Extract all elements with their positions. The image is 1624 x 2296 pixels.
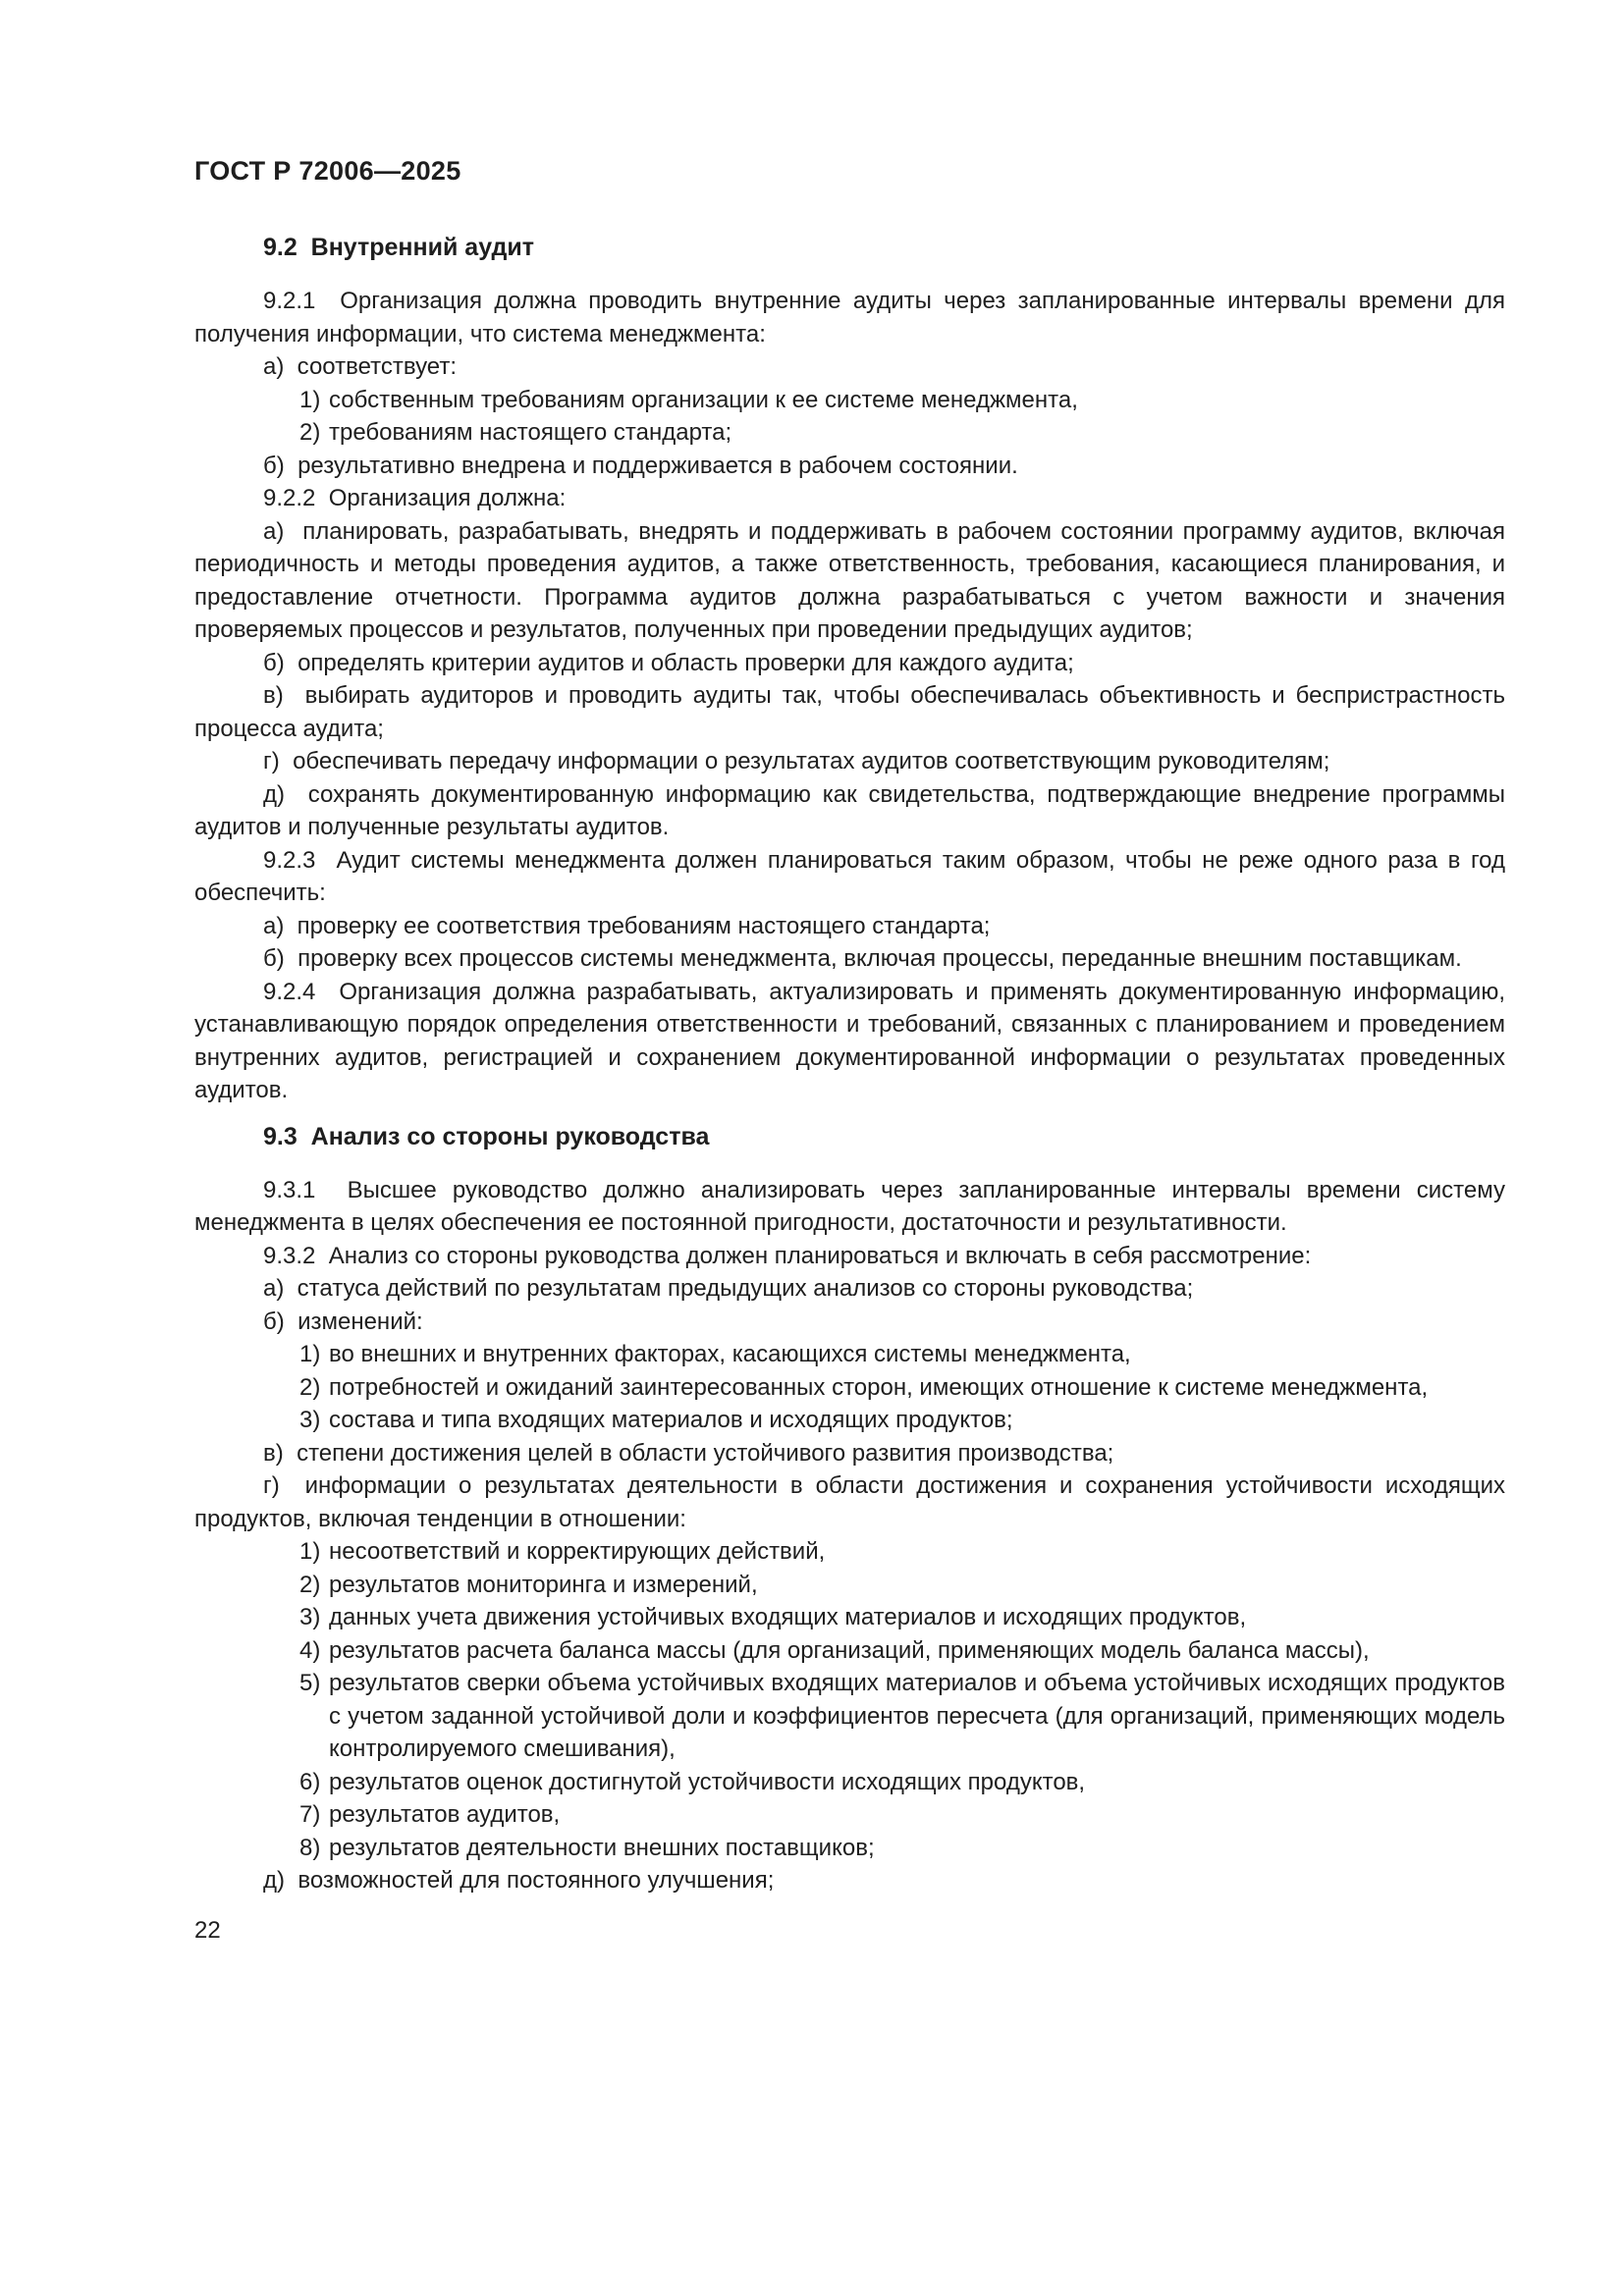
sub-list-text: результатов деятельности внешних поставщиков;: [329, 1834, 875, 1861]
paragraph: 9.2.1 Организация должна проводить внутренние аудиты через запланированные интервалы времени для получения информации, что система менеджмента:: [194, 288, 1512, 347]
sub-list-text: результатов оценок достигнутой устойчивости исходящих продуктов,: [329, 1768, 1086, 1795]
paragraph: а) планировать, разрабатывать, внедрять и поддерживать в рабочем состоянии программу аудитов, включая периодичность и методы проведения аудитов, а также ответственность, требования, касающиеся планирования, и предоставление отчетности. Программа аудитов должна разрабатываться с учетом важности и значения проверяемых процессов и результатов, полученных при проведении предыдущих аудитов;: [194, 517, 1512, 643]
sub-list-marker: 1): [299, 1341, 321, 1367]
page-number: 22: [194, 1916, 221, 1944]
running-header: ГОСТ Р 72006—2025: [194, 156, 461, 186]
sub-list-item: [299, 416, 1505, 450]
paragraph: д) возможностей для постоянного улучшения;: [263, 1867, 775, 1894]
sub-list-text: во внешних и внутренних факторах, касающихся системы менеджмента,: [329, 1341, 1131, 1367]
sub-list-item: [299, 1667, 1505, 1766]
paragraph: 9.2.4 Организация должна разрабатывать, актуализировать и применять документированную информацию, устанавливающую порядок определения ответственности и требований, связанных с планированием и проведением внутренних аудитов, регистрацией и сохранением документированной информации о результатах проведенных аудитов.: [194, 978, 1512, 1103]
sub-list-marker: 8): [299, 1834, 321, 1861]
paragraph: б) определять критерии аудитов и область проверки для каждого аудита;: [263, 649, 1074, 676]
sub-list-text: потребностей и ожиданий заинтересованных сторон, имеющих отношение к системе менеджмента,: [329, 1373, 1429, 1401]
paragraph: 9.2.3 Аудит системы менеджмента должен планироваться таким образом, чтобы не реже одного раза в год обеспечить:: [194, 846, 1512, 906]
paragraph: г) информации о результатах деятельности в области достижения и сохранения устойчивости исходящих продуктов, включая тенденции в отношении:: [194, 1472, 1512, 1532]
sub-list-marker: 2): [299, 1373, 321, 1401]
sub-list-item: [299, 1601, 1505, 1634]
paragraph: б) проверку всех процессов системы менеджмента, включая процессы, переданные внешним поставщикам.: [263, 945, 1462, 972]
sub-list-item: [299, 384, 1505, 417]
sub-list-item: [299, 1535, 1505, 1569]
sub-list-marker: 1): [299, 386, 321, 413]
sub-list-text: несоответствий и корректирующих действий,: [329, 1538, 826, 1565]
paragraph: а) статуса действий по результатам предыдущих анализов со стороны руководства;: [263, 1275, 1194, 1302]
paragraph: б) изменений:: [263, 1308, 423, 1335]
paragraph: в) выбирать аудиторов и проводить аудиты так, чтобы обеспечивалась объективность и беспристрастность процесса аудита;: [194, 682, 1512, 742]
sub-list-text: результатов аудитов,: [329, 1801, 561, 1828]
sub-list-text: результатов расчета баланса массы (для организаций, применяющих модель баланса массы),: [329, 1636, 1370, 1664]
paragraph: д) сохранять документированную информацию как свидетельства, подтверждающие внедрение программы аудитов и полученные результаты аудитов.: [194, 780, 1512, 840]
sub-list-marker: 3): [299, 1604, 321, 1630]
sub-list-marker: 1): [299, 1538, 321, 1565]
document-body: [194, 232, 1512, 1897]
paragraph: 9.3.1 Высшее руководство должно анализировать через запланированные интервалы времени систему менеджмента в целях обеспечения ее постоянной пригодности, достаточности и результативности.: [194, 1176, 1512, 1236]
sub-list-marker: 7): [299, 1801, 321, 1828]
paragraph: 9.3.2 Анализ со стороны руководства должен планироваться и включать в себя рассмотрение:: [263, 1242, 1312, 1269]
sub-list-item: [299, 1832, 1505, 1865]
paragraph: а) проверку ее соответствия требованиям настоящего стандарта;: [263, 912, 991, 939]
sub-list-text: собственным требованиям организации к ее системе менеджмента,: [329, 386, 1078, 413]
paragraph: г) обеспечивать передачу информации о результатах аудитов соответствующим руководителям;: [263, 748, 1330, 774]
paragraph: в) степени достижения целей в области устойчивого развития производства;: [263, 1439, 1114, 1467]
sub-list-text: результатов мониторинга и измерений,: [329, 1571, 758, 1598]
section-heading: 9.2 Внутренний аудит: [263, 234, 534, 261]
sub-list-marker: 2): [299, 419, 321, 446]
sub-list-item: [299, 1338, 1505, 1371]
sub-list-item: [299, 1404, 1505, 1437]
paragraph: 9.2.2 Организация должна:: [263, 485, 567, 511]
sub-list-item: [299, 1634, 1505, 1668]
sub-list-text: требованиям настоящего стандарта;: [329, 419, 732, 446]
sub-list-item: [299, 1371, 1505, 1405]
sub-list-item: [299, 1569, 1505, 1602]
sub-list-marker: 5): [299, 1670, 321, 1696]
paragraph: б) результативно внедрена и поддерживается в рабочем состоянии.: [263, 452, 1018, 479]
sub-list-marker: 2): [299, 1571, 321, 1598]
sub-list-text: результатов сверки объема устойчивых входящих материалов и объема устойчивых исходящих продуктов с учетом заданной устойчивой доли и коэффициентов пересчета (для организаций, применяющих модель контролируемого смешивания),: [329, 1670, 1505, 1762]
sub-list-item: [299, 1766, 1505, 1799]
sub-list-text: состава и типа входящих материалов и исходящих продуктов;: [329, 1407, 1013, 1433]
sub-list-marker: 6): [299, 1768, 321, 1795]
paragraph: а) соответствует:: [263, 353, 458, 380]
sub-list-marker: 4): [299, 1636, 321, 1664]
sub-list-text: данных учета движения устойчивых входящих материалов и исходящих продуктов,: [329, 1604, 1247, 1630]
sub-list-item: [299, 1798, 1505, 1832]
section-heading: 9.3 Анализ со стороны руководства: [263, 1122, 710, 1150]
sub-list-marker: 3): [299, 1407, 321, 1433]
page-content: [194, 155, 1512, 1947]
